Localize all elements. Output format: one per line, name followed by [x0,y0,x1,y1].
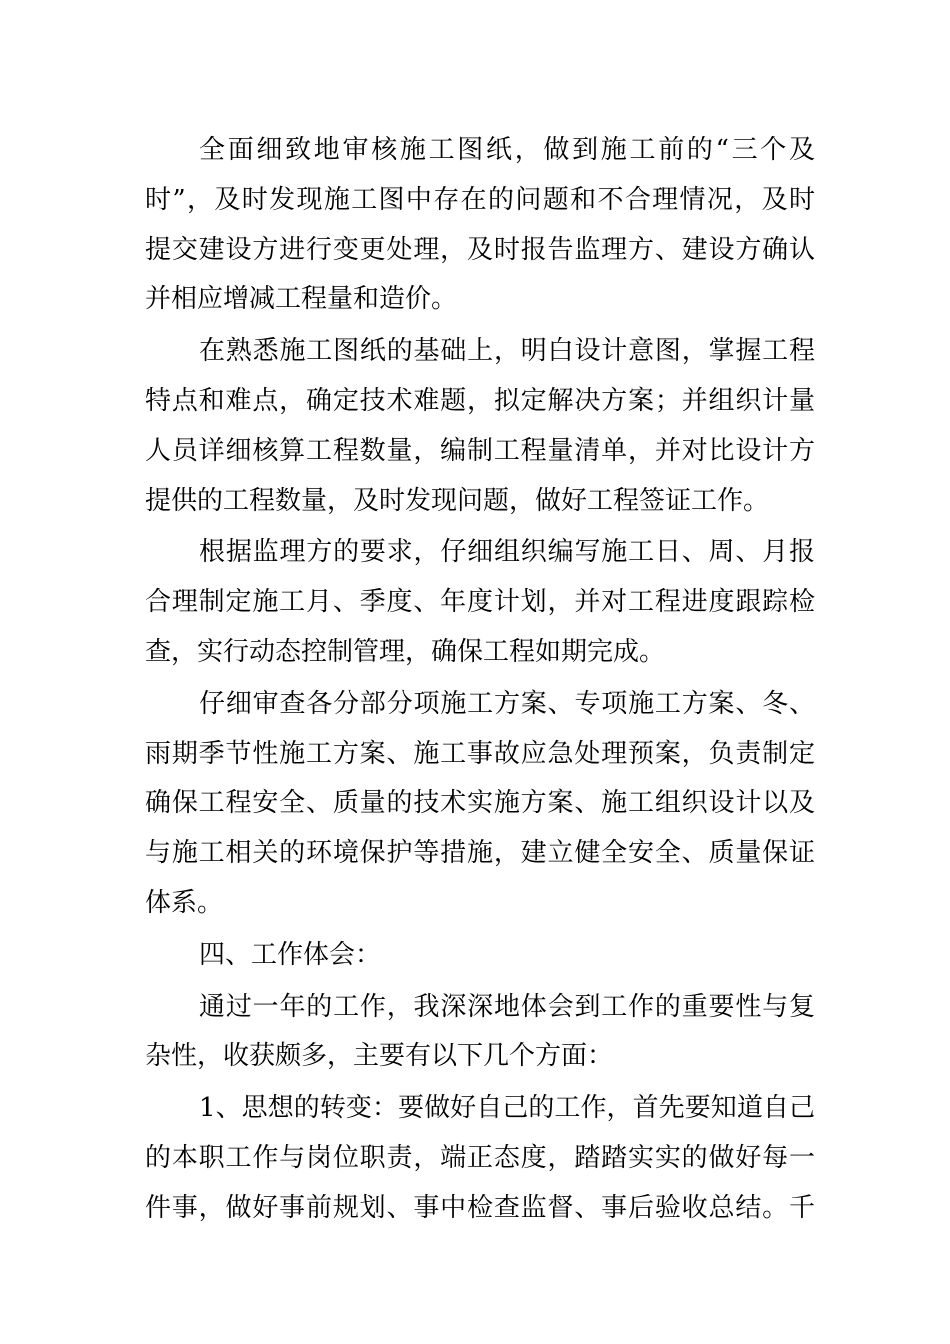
text-line: 的本职工作与岗位职责，端正态度，踏踏实实的做好每一 [145,1142,815,1173]
text-line: 雨期季节性施工方案、施工事故应急处理预案，负责制定 [145,738,815,769]
text-line: 时”，及时发现施工图中存在的问题和不合理情况，及时 [145,184,815,215]
text-line: 合理制定施工月、季度、年度计划，并对工程进度跟踪检 [145,587,815,618]
text-line: 1、思想的转变：要做好自己的工作，首先要知道自己 [199,1093,815,1124]
paragraph-drawing-review [145,126,815,325]
paragraph-year-summary [145,983,815,1083]
text-line: 查，实行动态控制管理，确保工程如期完成。 [145,636,666,667]
paragraph-construction-plans [145,680,815,929]
section-heading: 四、工作体会： [199,939,382,970]
text-line: 人员详细核算工程数量，编制工程量清单，并对比设计方 [145,435,815,466]
text-line: 仔细审查各分部分项施工方案、专项施工方案、冬、 [199,688,815,719]
text-line: 通过一年的工作，我深深地体会到工作的重要性与复 [199,991,815,1022]
paragraph-schedule-planning [145,528,815,677]
text-line: 根据监理方的要求，仔细组织编写施工日、周、月报 [199,537,815,568]
text-line: 提交建设方进行变更处理，及时报告监理方、建设方确认 [145,234,815,265]
text-line: 件事，做好事前规划、事中检查监督、事后验收总结。千 [145,1192,815,1223]
text-line: 在熟悉施工图纸的基础上，明白设计意图，掌握工程 [199,336,815,367]
text-line: 并相应增减工程量和造价。 [145,284,458,315]
section-heading-work-experience [145,931,815,981]
paragraph-mindset-change [145,1084,815,1233]
text-line: 确保工程安全、质量的技术实施方案、施工组织设计以及 [145,788,815,819]
body-text [145,126,815,1236]
paragraph-design-intent [145,327,815,526]
text-line: 与施工相关的环境保护等措施，建立健全安全、质量保证 [145,838,815,869]
text-line: 特点和难点，确定技术难题，拟定解决方案；并组织计量 [145,385,815,416]
text-line: 全面细致地审核施工图纸，做到施工前的“三个及 [199,135,815,165]
text-line: 体系。 [145,887,224,918]
text-line: 杂性，收获颇多，主要有以下几个方面： [145,1041,614,1072]
text-line: 提供的工程数量，及时发现问题，做好工程签证工作。 [145,485,770,516]
